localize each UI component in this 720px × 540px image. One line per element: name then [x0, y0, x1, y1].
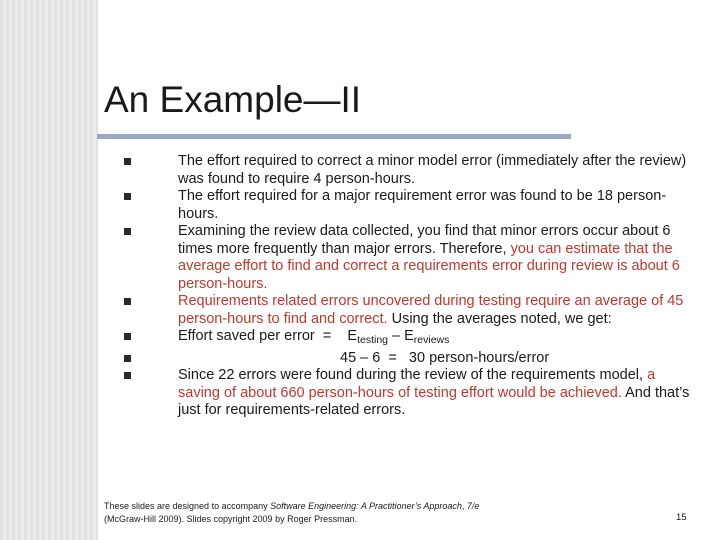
formula-result: 45 – 6 = 30 person-hours/error — [340, 349, 550, 366]
bullet-text: Since 22 errors were found during the review of the requirements model, — [178, 367, 648, 383]
square-bullet-icon — [124, 228, 131, 235]
bullet-item — [124, 223, 690, 293]
page-number: 15 — [676, 512, 687, 523]
square-bullet-icon — [124, 193, 131, 200]
bullet-item — [124, 350, 690, 368]
footer-sep: , — [461, 501, 467, 511]
bullet-text: And that’s just for requirements-related errors. — [178, 384, 690, 418]
bullet-item — [124, 153, 690, 188]
bullet-item — [124, 367, 690, 420]
book-edition: 7/e — [466, 501, 480, 511]
square-bullet-icon — [124, 372, 131, 379]
highlighted-text: a saving of about 660 person-hours of testing effort would be achieved. — [178, 367, 656, 401]
square-bullet-icon — [124, 355, 131, 362]
bullet-text: The effort required for a major requirement error was found to be 18 person-hours. — [178, 188, 667, 222]
book-title: Software Engineering: A Practitioner’s Approach — [270, 501, 462, 511]
bullet-list — [124, 153, 690, 420]
subscript-reviews: reviews — [413, 334, 450, 346]
formula-label: Effort saved per error = E — [178, 328, 358, 344]
title-underline — [97, 134, 571, 139]
square-bullet-icon — [124, 298, 131, 305]
highlighted-text: Requirements related errors uncovered during testing require an average of 45 person-hours to find and correct. — [178, 293, 684, 327]
bullet-text: Using the averages noted, we get: — [387, 310, 612, 327]
left-stripe-pattern — [0, 0, 98, 540]
footer-line2: (McGraw-Hill 2009). Slides copyright 2009 by Roger Pressman. — [104, 514, 358, 524]
slide-footer — [104, 500, 584, 526]
bullet-item — [124, 188, 690, 223]
square-bullet-icon — [124, 158, 131, 165]
slide-title: An Example—II — [104, 79, 362, 120]
highlighted-text: you can estimate that the average effort to find and correct a requirements error during review is about 6 person-hours. — [178, 240, 680, 292]
bullet-text: The effort required to correct a minor model error (immediately after the review) was found to require 4 person-hours. — [178, 153, 687, 187]
bullet-text: Examining the review data collected, you find that minor errors occur about 6 times more frequently than major errors. Therefore, — [178, 223, 671, 257]
subscript-testing: testing — [357, 334, 388, 346]
square-bullet-icon — [124, 333, 131, 340]
bullet-item — [124, 293, 690, 328]
bullet-item — [124, 328, 690, 350]
formula-minus: – E — [388, 328, 414, 344]
footer-prefix: These slides are designed to accompany — [104, 501, 271, 511]
